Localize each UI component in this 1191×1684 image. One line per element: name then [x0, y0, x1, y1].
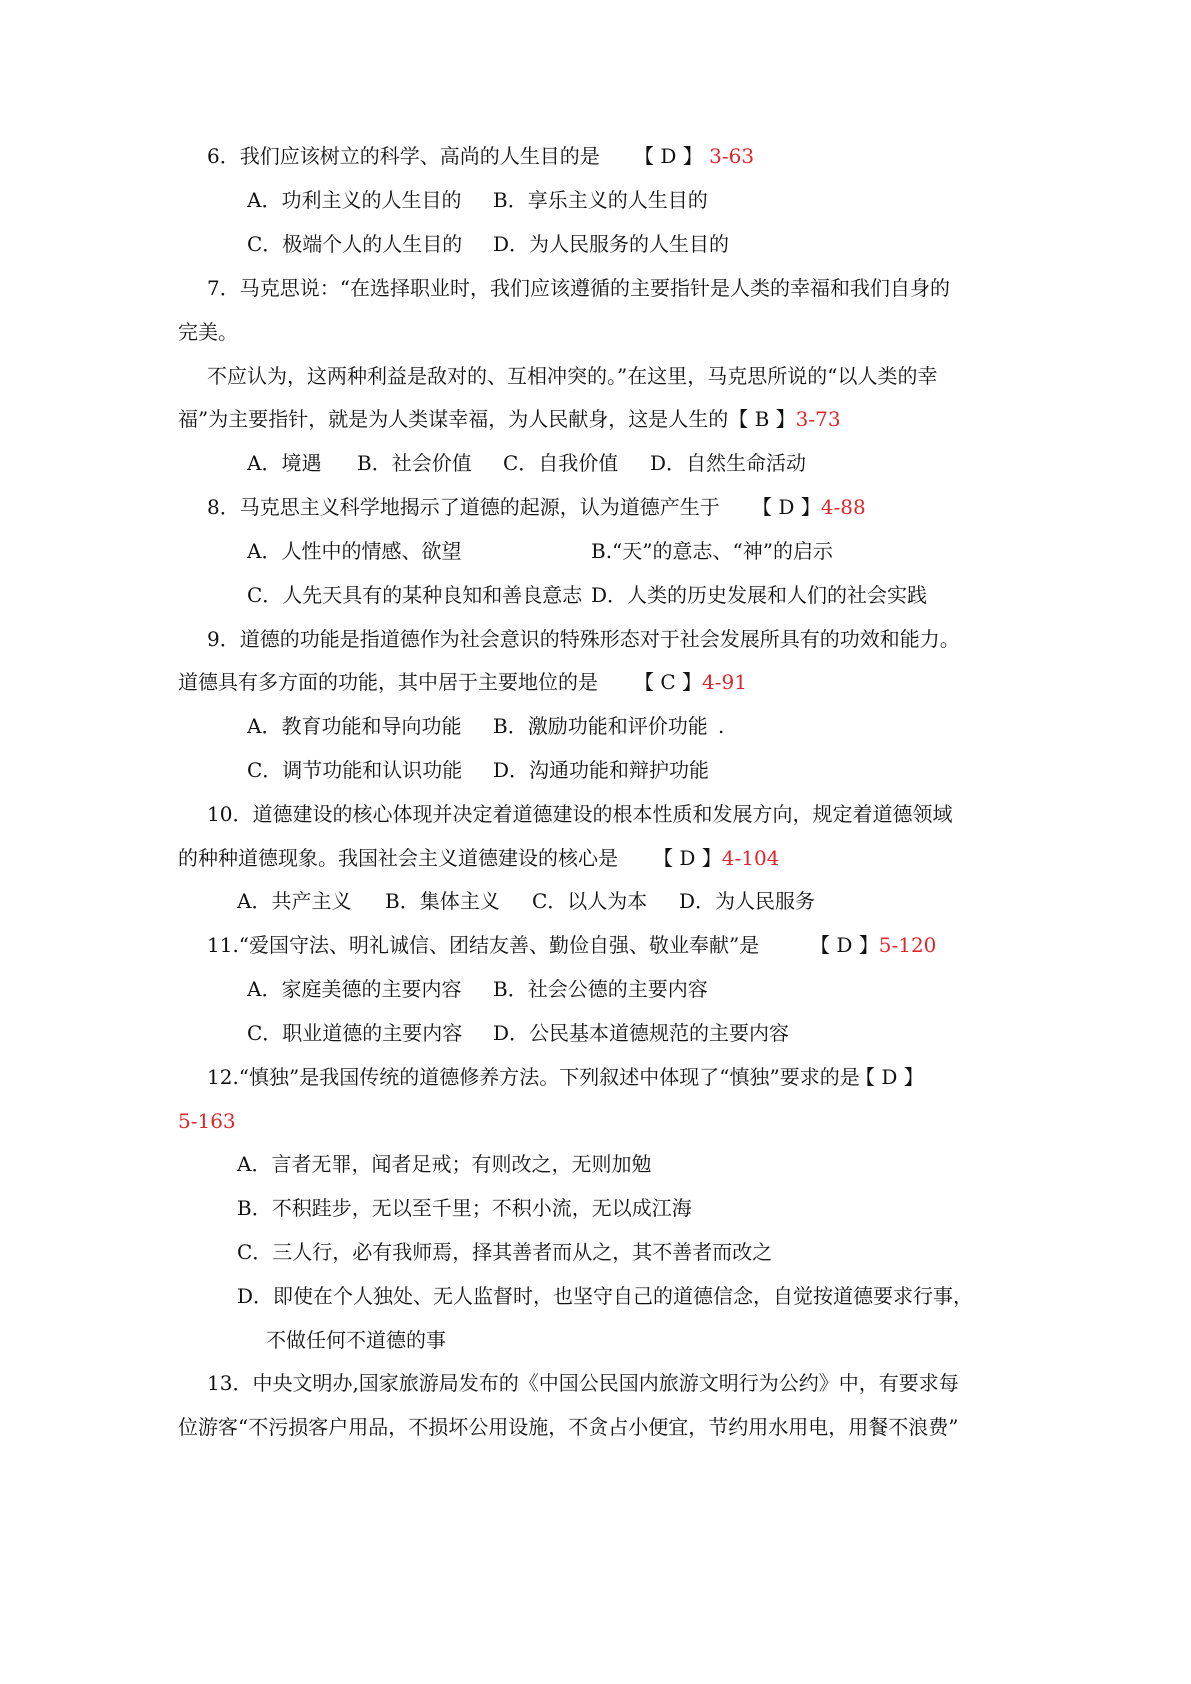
q9-answer: 【 C 】 [634, 670, 703, 694]
q7-line1: 7．马克思说：“在选择职业时，我们应该遵循的主要指针是人类的幸福和我们自身的 [207, 276, 950, 300]
q12-ref: 5-163 [178, 1109, 236, 1133]
q12-opt-b: B．不积跬步，无以至千里；不积小流，无以成江海 [237, 1196, 692, 1220]
q12-opt-a: A．言者无罪，闻者足戒；有则改之，无则加勉 [237, 1152, 652, 1176]
q9-line1: 9．道德的功能是指道德作为社会意识的特殊形态对于社会发展所具有的功效和能力。 [207, 627, 960, 651]
q9-opt-c: C．调节功能和认识功能 [247, 758, 463, 782]
q6-stem-line [207, 143, 600, 169]
q11-opt-a: A．家庭美德的主要内容 [247, 977, 462, 1001]
q7-ref: 3-73 [795, 407, 841, 431]
q11-opt-b: B．社会公德的主要内容 [493, 977, 708, 1001]
q7-line4-row [178, 406, 841, 432]
q9-opt-a: A．教育功能和导向功能 [247, 714, 462, 738]
q7-opt-a: A．境遇 [247, 451, 322, 475]
q11-stem: 11.“爱国守法、明礼诚信、团结友善、勤俭自强、敬业奉献”是 [207, 933, 760, 957]
q10-opt-b: B．集体主义 [385, 889, 500, 913]
q10-answer-line [653, 845, 779, 871]
q10-answer: 【 D 】 [653, 846, 722, 870]
q7-opt-c: C．自我价值 [503, 451, 619, 475]
q12-opt-d-line2: 不做任何不道德的事 [266, 1328, 446, 1352]
q8-opt-a: A．人性中的情感、欲望 [247, 539, 462, 563]
q7-answer: 【 B 】 [728, 407, 796, 431]
q6-opt-c: C．极端个人的人生目的 [247, 232, 463, 256]
q9-opt-b: B．激励功能和评价功能 [493, 714, 708, 738]
q6-answer-line [634, 143, 754, 169]
q12-answer: 【 D 】 [855, 1065, 924, 1089]
q8-opt-b: B.“天”的意志、“神”的启示 [591, 539, 833, 563]
q10-opt-a: A．共产主义 [237, 889, 352, 913]
q6-answer: 【 D 】 [634, 144, 703, 168]
q6-ref: 3-63 [709, 144, 755, 168]
q7-line3: 不应认为，这两种利益是敌对的、互相冲突的。”在这里，马克思所说的“以人类的幸 [207, 364, 938, 388]
q9-ref: 4-91 [702, 670, 747, 694]
q7-line4: 福”为主要指针，就是为人类谋幸福，为人民献身，这是人生的 [178, 407, 729, 431]
q8-answer-line [752, 494, 866, 520]
q12-stem: 12.“慎独”是我国传统的道德修养方法。下列叙述中体现了“慎独”要求的是 [207, 1065, 860, 1089]
q8-opt-d: D．人类的历史发展和人们的社会实践 [591, 583, 928, 607]
q10-line2: 的种种道德现象。我国社会主义道德建设的核心是 [178, 846, 618, 870]
q6-opt-a: A．功利主义的人生目的 [247, 188, 462, 212]
q11-ref: 5-120 [878, 933, 937, 957]
q11-answer-line [810, 932, 936, 958]
q9-opt-d: D．沟通功能和辩护功能 [493, 758, 710, 782]
q12-opt-d-line1: D．即使在个人独处、无人监督时，也坚守自己的道德信念，自觉按道德要求行事， [237, 1284, 974, 1308]
q8-ref: 4-88 [820, 495, 866, 519]
q7-opt-b: B．社会价值 [357, 451, 472, 475]
q7-opt-d: D．自然生命活动 [650, 451, 807, 475]
q8-answer: 【 D 】 [752, 495, 821, 519]
q6-stem: 6．我们应该树立的科学、高尚的人生目的是 [207, 144, 600, 168]
q12-opt-c: C．三人行，必有我师焉，择其善者而从之，其不善者而改之 [237, 1240, 773, 1264]
q6-opt-d: D．为人民服务的人生目的 [493, 232, 730, 256]
q10-opt-d: D．为人民服务 [679, 889, 816, 913]
q13-line2: 位游客“不污损客户用品，不损坏公用设施，不贪占小便宜，节约用水用电，用餐不浪费” [178, 1415, 959, 1439]
q10-line1: 10．道德建设的核心体现并决定着道德建设的根本性质和发展方向，规定着道德领域 [207, 802, 953, 826]
q11-answer: 【 D 】 [810, 933, 879, 957]
q10-ref: 4-104 [721, 846, 780, 870]
q13-line1: 13．中央文明办,国家旅游局发布的《中国公民国内旅游文明行为公约》中，有要求每 [207, 1371, 959, 1395]
q9-opt-b-tail: . [718, 714, 725, 738]
q9-answer-line [634, 669, 747, 695]
q8-stem: 8．马克思主义科学地揭示了道德的起源，认为道德产生于 [207, 495, 720, 519]
q10-opt-c: C．以人为本 [532, 889, 648, 913]
q11-opt-d: D．公民基本道德规范的主要内容 [493, 1021, 790, 1045]
q8-opt-c: C．人先天具有的某种良知和善良意志 [247, 583, 583, 607]
q7-line2: 完美。 [178, 320, 238, 344]
q9-line2: 道德具有多方面的功能，其中居于主要地位的是 [178, 670, 598, 694]
q6-opt-b: B．享乐主义的人生目的 [493, 188, 708, 212]
q11-opt-c: C．职业道德的主要内容 [247, 1021, 463, 1045]
